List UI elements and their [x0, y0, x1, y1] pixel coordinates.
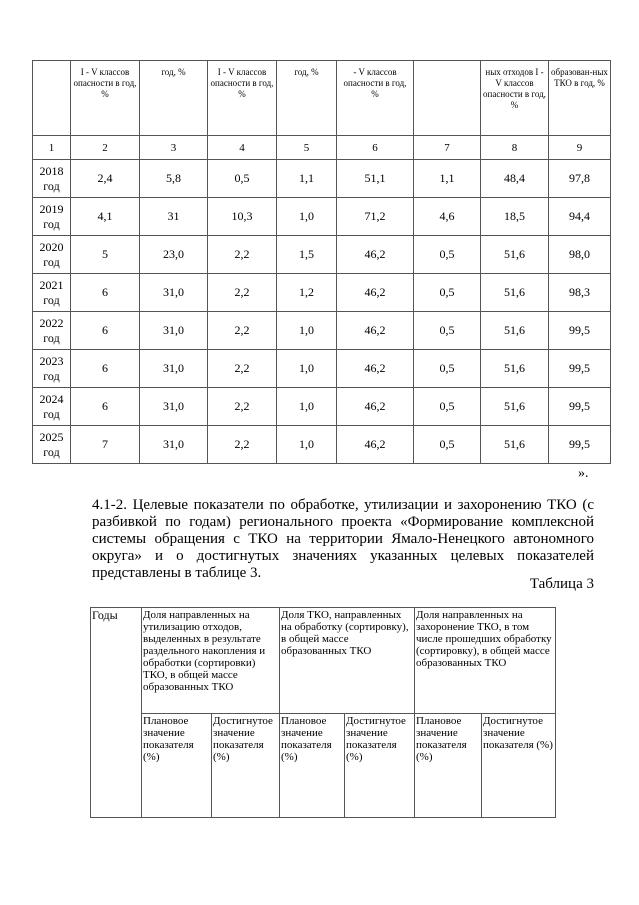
- value-cell: 4,6: [414, 198, 481, 236]
- value-cell: 46,2: [337, 236, 414, 274]
- table-header-row: [33, 61, 611, 136]
- year-cell: [33, 312, 71, 350]
- year-cell: [33, 426, 71, 464]
- group-header-landfill: Доля направленных на захоронение ТКО, в том числе прошедших обработку (сортировку), в общей массе образованных ТКО: [415, 608, 556, 714]
- value-cell: 51,6: [481, 312, 549, 350]
- value-cell: 2,2: [208, 426, 277, 464]
- table-row: [33, 198, 611, 236]
- column-header: образован-ных ТКО в год, %: [549, 61, 611, 136]
- table-caption: Таблица 3: [529, 576, 594, 592]
- value-cell: 51,6: [481, 350, 549, 388]
- year-unit: год: [43, 254, 60, 269]
- group-header-utilization: Доля направленных на утилизацию отходов, выделенных в результате раздельного накопления и обработки (сортировки) ТКО, в общей массе образованных ТКО: [142, 608, 280, 714]
- column-number: 8: [481, 136, 549, 160]
- value-cell: 97,8: [549, 160, 611, 198]
- subheader-achieved: Достигнутое значение показателя (%): [212, 714, 280, 818]
- value-cell: 31,0: [140, 312, 208, 350]
- year-cell: [33, 198, 71, 236]
- value-cell: 1,5: [277, 236, 337, 274]
- value-cell: 98,3: [549, 274, 611, 312]
- table-row: [33, 236, 611, 274]
- column-header: - V классов опасности в год, %: [337, 61, 414, 136]
- year-value: 2020: [39, 239, 64, 254]
- value-cell: 51,6: [481, 388, 549, 426]
- value-cell: 1,0: [277, 426, 337, 464]
- value-cell: 1,2: [277, 274, 337, 312]
- year-value: 2022: [39, 315, 64, 330]
- value-cell: 71,2: [337, 198, 414, 236]
- value-cell: 99,5: [549, 426, 611, 464]
- value-cell: 99,5: [549, 312, 611, 350]
- value-cell: 51,6: [481, 274, 549, 312]
- column-number: 1: [33, 136, 71, 160]
- value-cell: 0,5: [414, 236, 481, 274]
- column-number: 2: [71, 136, 140, 160]
- column-header: ных отходов I - V классов опасности в год, %: [481, 61, 549, 136]
- subheader-planned: Плановое значение показателя (%): [415, 714, 482, 818]
- year-value: 2023: [39, 353, 64, 368]
- year-value: 2025: [39, 429, 64, 444]
- table-row: [33, 388, 611, 426]
- value-cell: 7: [71, 426, 140, 464]
- value-cell: 0,5: [414, 388, 481, 426]
- value-cell: 31,0: [140, 350, 208, 388]
- value-cell: 5: [71, 236, 140, 274]
- value-cell: 46,2: [337, 426, 414, 464]
- year-unit: год: [43, 330, 60, 345]
- value-cell: 2,2: [208, 274, 277, 312]
- year-value: 2021: [39, 277, 64, 292]
- year-unit: год: [43, 292, 60, 307]
- table-row: [33, 312, 611, 350]
- value-cell: 46,2: [337, 312, 414, 350]
- value-cell: 2,2: [208, 388, 277, 426]
- value-cell: 18,5: [481, 198, 549, 236]
- value-cell: 2,2: [208, 236, 277, 274]
- year-unit: год: [43, 444, 60, 459]
- value-cell: 23,0: [140, 236, 208, 274]
- value-cell: 51,1: [337, 160, 414, 198]
- column-number: 7: [414, 136, 481, 160]
- value-cell: 1,0: [277, 388, 337, 426]
- subheader-planned: Плановое значение показателя (%): [280, 714, 345, 818]
- year-unit: год: [43, 178, 60, 193]
- targets-table-2: [32, 60, 611, 464]
- column-header: год, %: [140, 61, 208, 136]
- group-header-processing: Доля ТКО, направленных на обработку (сортировку), в общей массе образованных ТКО: [280, 608, 415, 714]
- value-cell: 1,0: [277, 312, 337, 350]
- column-header: I - V классов опасности в год, %: [71, 61, 140, 136]
- value-cell: 1,1: [414, 160, 481, 198]
- value-cell: 99,5: [549, 350, 611, 388]
- year-cell: [33, 274, 71, 312]
- value-cell: 48,4: [481, 160, 549, 198]
- column-number: 6: [337, 136, 414, 160]
- column-header: I - V классов опасности в год, %: [208, 61, 277, 136]
- value-cell: 31,0: [140, 388, 208, 426]
- value-cell: 31,0: [140, 274, 208, 312]
- column-number: 4: [208, 136, 277, 160]
- year-unit: год: [43, 368, 60, 383]
- year-unit: год: [43, 406, 60, 421]
- year-cell: [33, 350, 71, 388]
- column-header: [414, 61, 481, 136]
- value-cell: 6: [71, 388, 140, 426]
- section-paragraph: 4.1-2. Целевые показатели по обработке, утилизации и захоронению ТКО (с разбивкой по годам) регионального проекта «Формирование комплексной системы обращения с ТКО на территории Ямало-Ненецкого автономного округа» и о достигнутых значениях указанных целевых показателей представлены в таблице 3.: [92, 497, 594, 581]
- year-value: 2019: [39, 201, 64, 216]
- value-cell: 1,0: [277, 350, 337, 388]
- value-cell: 2,4: [71, 160, 140, 198]
- value-cell: 0,5: [414, 274, 481, 312]
- value-cell: 46,2: [337, 350, 414, 388]
- value-cell: 10,3: [208, 198, 277, 236]
- subheader-planned: Плановое значение показателя (%): [142, 714, 212, 818]
- table-row: [33, 274, 611, 312]
- column-number: 3: [140, 136, 208, 160]
- value-cell: 6: [71, 312, 140, 350]
- year-cell: [33, 236, 71, 274]
- value-cell: 5,8: [140, 160, 208, 198]
- value-cell: 46,2: [337, 274, 414, 312]
- value-cell: 94,4: [549, 198, 611, 236]
- years-header: Годы: [91, 608, 142, 818]
- value-cell: 0,5: [414, 312, 481, 350]
- value-cell: 51,6: [481, 426, 549, 464]
- column-header: год, %: [277, 61, 337, 136]
- subheader-achieved: Достигнутое значение показателя (%): [345, 714, 415, 818]
- value-cell: 0,5: [414, 350, 481, 388]
- value-cell: 1,1: [277, 160, 337, 198]
- value-cell: 46,2: [337, 388, 414, 426]
- value-cell: 4,1: [71, 198, 140, 236]
- value-cell: 98,0: [549, 236, 611, 274]
- quote-close: ».: [578, 466, 589, 481]
- year-value: 2024: [39, 391, 64, 406]
- year-cell: [33, 160, 71, 198]
- column-header: [33, 61, 71, 136]
- value-cell: 1,0: [277, 198, 337, 236]
- value-cell: 2,2: [208, 312, 277, 350]
- value-cell: 99,5: [549, 388, 611, 426]
- year-cell: [33, 388, 71, 426]
- value-cell: 0,5: [414, 426, 481, 464]
- value-cell: 31,0: [140, 426, 208, 464]
- table-row: [33, 426, 611, 464]
- value-cell: 6: [71, 274, 140, 312]
- targets-table-3: [90, 607, 556, 818]
- column-number: 9: [549, 136, 611, 160]
- year-unit: год: [43, 216, 60, 231]
- value-cell: 31: [140, 198, 208, 236]
- column-number: 5: [277, 136, 337, 160]
- value-cell: 0,5: [208, 160, 277, 198]
- column-number-row: [33, 136, 611, 160]
- value-cell: 51,6: [481, 236, 549, 274]
- table-row: [33, 160, 611, 198]
- value-cell: 6: [71, 350, 140, 388]
- value-cell: 2,2: [208, 350, 277, 388]
- table-row: [33, 350, 611, 388]
- subheader-achieved: Достигнутое значение показателя (%): [482, 714, 556, 818]
- year-value: 2018: [39, 163, 64, 178]
